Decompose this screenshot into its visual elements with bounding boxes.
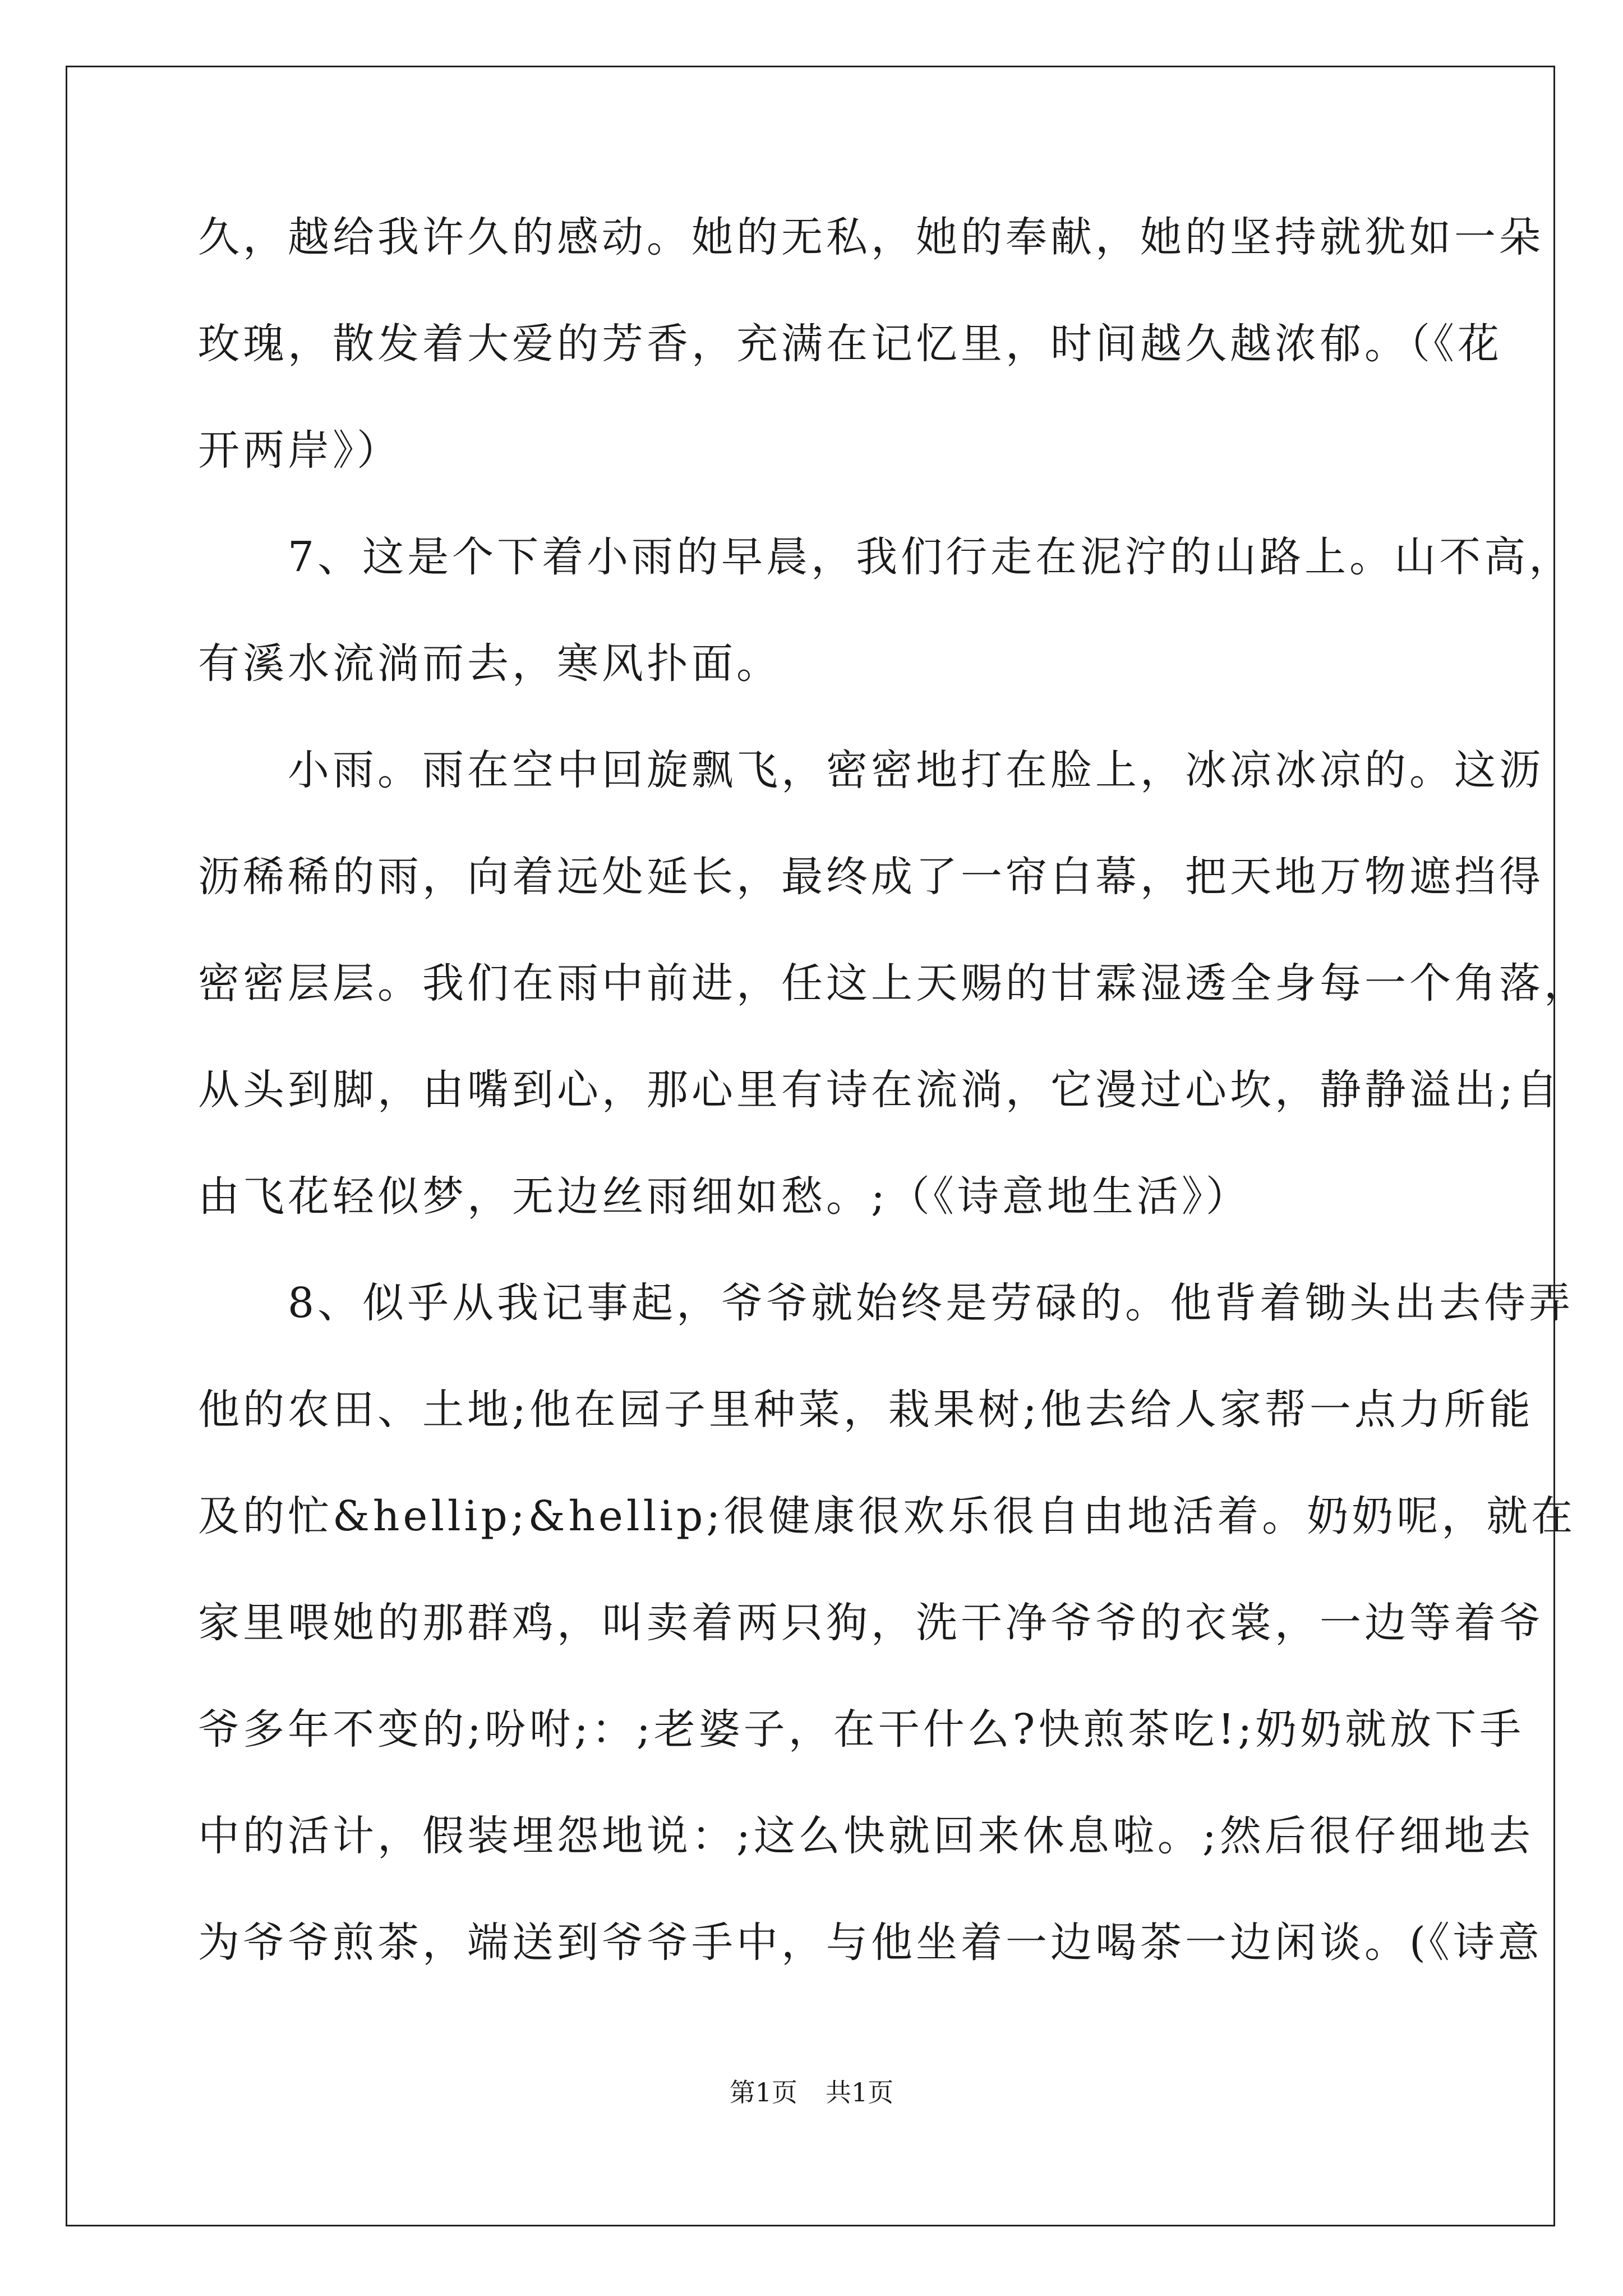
text-line: 久，越给我许久的感动。她的无私，她的奉献，她的坚持就犹如一朵 (198, 213, 1544, 261)
text-line: 中的活计，假装埋怨地说：;这么快就回来休息啦。;然后很仔细地去 (198, 1812, 1534, 1860)
page-footer (0, 2076, 1623, 2109)
text-line: 从头到脚，由嘴到心，那心里有诗在流淌，它漫过心坎，静静溢出;自 (198, 1066, 1561, 1114)
text-line: 7、这是个下着小雨的早晨，我们行走在泥泞的山路上。山不高， (198, 533, 1574, 581)
text-line: 爷多年不变的;吩咐;：;老婆子，在干什么?快煎茶吃!;奶奶就放下手 (198, 1705, 1525, 1754)
text-line: 家里喂她的那群鸡，叫卖着两只狗，洗干净爷爷的衣裳，一边等着爷 (198, 1599, 1544, 1647)
text-line: 及的忙&hellip;&hellip;很健康很欢乐很自由地活着。奶奶呢，就在 (198, 1492, 1576, 1540)
body-text (198, 206, 1589, 2018)
text-line: 密密层层。我们在雨中前进，任这上天赐的甘霖湿透全身每一个角落， (198, 959, 1589, 1007)
text-line: 开两岸》） (198, 426, 402, 475)
text-line: 他的农田、土地;他在园子里种菜，栽果树;他去给人家帮一点力所能 (198, 1386, 1534, 1434)
text-line: 8、似乎从我记事起，爷爷就始终是劳碌的。他背着锄头出去侍弄 (198, 1279, 1574, 1327)
text-line: 为爷爷煎茶，端送到爷爷手中，与他坐着一边喝茶一边闲谈。(《诗意 (198, 1918, 1543, 1967)
page-number: 第1页 (729, 2077, 797, 2108)
text-line: 由飞花轻似梦，无边丝雨细如愁。;（《诗意地生活》） (198, 1172, 1251, 1221)
text-line: 沥稀稀的雨，向着远处延长，最终成了一帘白幕，把天地万物遮挡得 (198, 853, 1544, 901)
text-line: 有溪水流淌而去，寒风扑面。 (198, 639, 781, 688)
text-line: 小雨。雨在空中回旋飘飞，密密地打在脸上，冰凉冰凉的。这沥 (198, 746, 1544, 794)
page-total: 共1页 (826, 2077, 894, 2108)
text-line: 玫瑰，散发着大爱的芳香，充满在记忆里，时间越久越浓郁。（《花 (198, 320, 1502, 368)
